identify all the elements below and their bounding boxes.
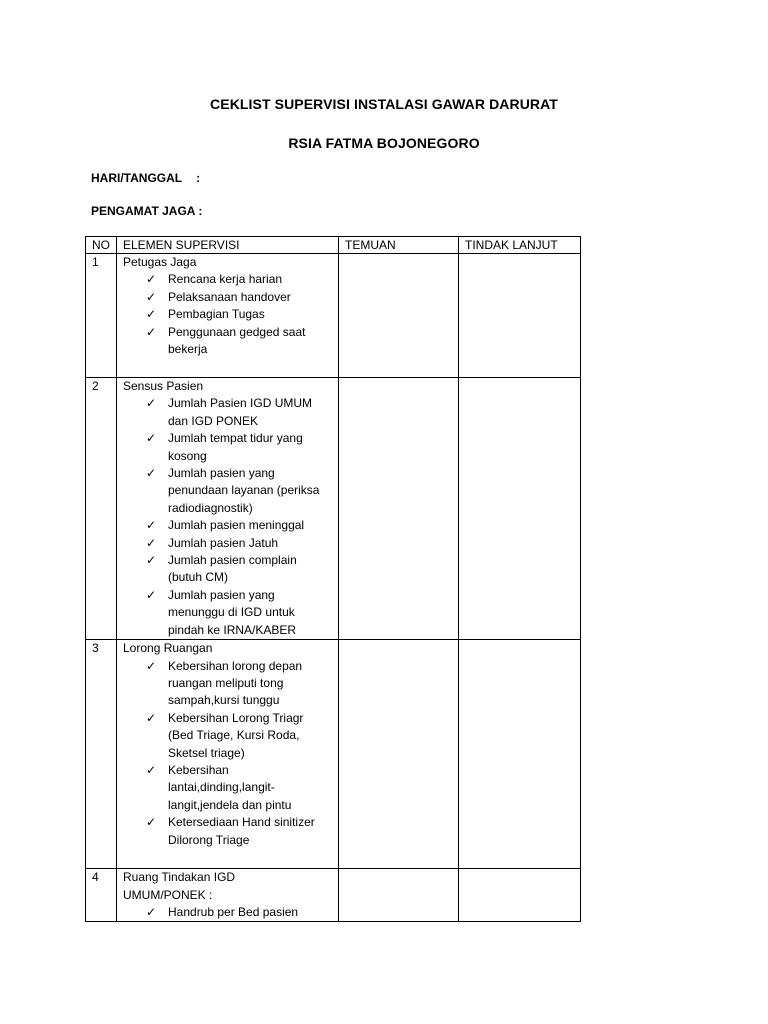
list-item: ✓ Pembagian Tugas [146,306,332,323]
table-row [86,378,581,640]
row-number: 1 [86,254,117,378]
row-heading-continued: UMUM/PONEK : [123,887,213,902]
check-icon: ✓ [146,518,157,533]
list-item: ✓ Ketersediaan Hand sinitizer Dilorong Triage [146,815,315,847]
check-list [123,658,332,849]
list-item: ✓ Handrub per Bed pasien [146,904,332,921]
list-item: ✓ Kebersihan lantai,dinding,langit-langit,jendela dan pintu [146,762,292,812]
check-list [123,904,332,921]
list-item: ✓ Jumlah tempat tidur yang kosong [146,431,303,463]
follow-up-cell [459,254,581,378]
row-element [117,378,339,640]
row-number: 4 [86,869,117,922]
row-heading: Petugas Jaga [123,255,197,269]
check-icon: ✓ [146,535,157,550]
check-icon: ✓ [146,431,157,446]
findings-cell [339,869,459,922]
document-subtitle: RSIA FATMA BOJONEGORO [288,135,480,151]
check-icon: ✓ [146,396,157,411]
findings-cell [339,378,459,640]
row-number: 3 [86,640,117,869]
check-icon: ✓ [146,815,157,830]
list-item: ✓ Kebersihan Lorong Triagr (Bed Triage, Kursi Roda, Sketsel triage) [146,710,304,760]
list-item: ✓ Jumlah Pasien IGD UMUM dan IGD PONEK [146,396,313,428]
follow-up-cell [459,378,581,640]
row-element [117,869,339,922]
list-item: ✓ Jumlah pasien yang menunggu di IGD untuk pindah ke IRNA/KABER [146,587,297,637]
findings-cell [339,640,459,869]
check-icon: ✓ [146,272,157,287]
row-element [117,254,339,378]
date-label: HARI/TANGGAL [91,171,183,185]
date-field [91,171,200,185]
table-row [86,869,581,922]
check-icon: ✓ [146,904,157,919]
check-list [123,395,332,639]
observer-field [91,204,202,218]
row-heading: Sensus Pasien [123,379,204,393]
row-element [117,640,339,869]
check-icon: ✓ [146,658,157,673]
document-title: CEKLIST SUPERVISI INSTALASI GAWAR DARURAT [210,96,558,112]
check-icon: ✓ [146,762,157,777]
follow-up-cell [459,869,581,922]
list-item: ✓ Jumlah pasien Jatuh [146,535,332,552]
follow-up-cell [459,640,581,869]
list-item: ✓ Jumlah pasien yang penundaan layanan (periksa radiodiagnostik) [146,466,320,515]
row-number: 2 [86,378,117,640]
row-heading: Lorong Ruangan [123,641,213,656]
list-item: ✓ Pelaksanaan handover [146,289,332,306]
row-heading: Ruang Tindakan IGD [123,870,236,885]
list-item: ✓ Penggunaan gedged saat bekerja [146,324,306,357]
table-row [86,254,581,378]
date-separator: : [196,171,201,185]
header-findings: TEMUAN [339,237,459,254]
supervision-table [85,236,581,922]
check-icon: ✓ [146,466,157,481]
check-icon: ✓ [146,553,157,568]
header-element: ELEMEN SUPERVISI [117,237,339,254]
list-item: ✓ Jumlah pasien complain (butuh CM) [146,553,297,585]
check-list [123,271,332,358]
table-header-row [86,237,581,254]
check-icon: ✓ [146,307,157,322]
table-row [86,640,581,869]
header-no: NO [86,237,117,254]
list-item: ✓ Kebersihan lorong depan ruangan meliputi tong sampah,kursi tunggu [146,658,303,708]
check-icon: ✓ [146,587,157,602]
list-item: ✓ Rencana kerja harian [146,271,332,288]
check-icon: ✓ [146,324,157,339]
findings-cell [339,254,459,378]
check-icon: ✓ [146,710,157,725]
header-follow-up: TINDAK LANJUT [459,237,581,254]
check-icon: ✓ [146,289,157,304]
list-item: ✓ Jumlah pasien meninggal [146,517,332,534]
observer-label: PENGAMAT JAGA : [91,204,203,218]
